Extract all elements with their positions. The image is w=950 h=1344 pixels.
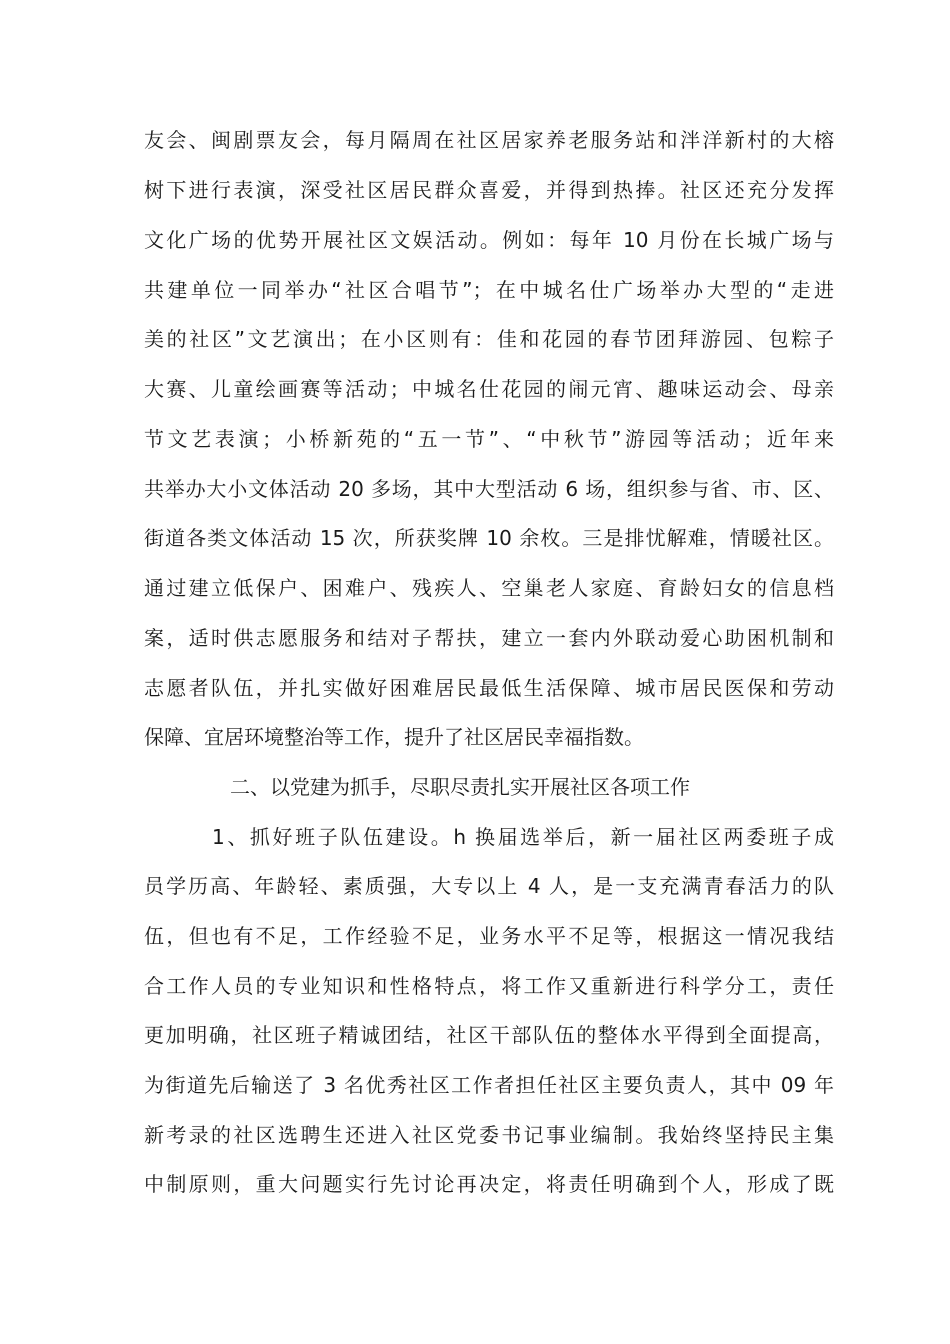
paragraph-line: 大赛、儿童绘画赛等活动；中城名仕花园的闹元宵、趣味运动会、母亲 xyxy=(144,377,834,401)
paragraph-line: 共建单位一同举办“社区合唱节”；在中城名仕广场举办大型的“走进 xyxy=(144,278,834,302)
paragraph-line: 街道各类文体活动 15 次，所获奖牌 10 余枚。三是排忧解难，情暖社区。 xyxy=(144,526,834,550)
paragraph-line: 中制原则，重大问题实行先讨论再决定，将责任明确到个人，形成了既 xyxy=(144,1172,834,1196)
paragraph-line: 伍，但也有不足，工作经验不足，业务水平不足等，根据这一情况我结 xyxy=(144,924,834,948)
paragraph-line: 保障、宜居环境整治等工作，提升了社区居民幸福指数。 xyxy=(144,725,644,749)
paragraph-line: 美的社区”文艺演出；在小区则有：佳和花园的春节团拜游园、包粽子 xyxy=(144,327,834,351)
paragraph-line: 友会、闽剧票友会，每月隔周在社区居家养老服务站和泮洋新村的大榕 xyxy=(144,128,834,152)
paragraph-line: 案，适时供志愿服务和结对子帮扶，建立一套内外联动爱心助困机制和 xyxy=(144,626,834,650)
section-heading: 二、以党建为抓手，尽职尽责扎实开展社区各项工作 xyxy=(230,775,690,799)
paragraph-line: 更加明确，社区班子精诚团结，社区干部队伍的整体水平得到全面提高， xyxy=(144,1023,834,1047)
paragraph-line: 树下进行表演，深受社区居民群众喜爱，并得到热捧。社区还充分发挥 xyxy=(144,178,834,202)
paragraph-line: 新考录的社区选聘生还进入社区党委书记事业编制。我始终坚持民主集 xyxy=(144,1123,834,1147)
paragraph-line: 共举办大小文体活动 20 多场，其中大型活动 6 场，组织参与省、市、区、 xyxy=(144,477,834,501)
paragraph-line: 文化广场的优势开展社区文娱活动。例如：每年 10 月份在长城广场与 xyxy=(144,228,834,252)
paragraph-line: 员学历高、年龄轻、素质强，大专以上 4 人，是一支充满青春活力的队 xyxy=(144,874,834,898)
paragraph-line: 通过建立低保户、困难户、残疾人、空巢老人家庭、育龄妇女的信息档 xyxy=(144,576,834,600)
paragraph-line: 合工作人员的专业知识和性格特点，将工作又重新进行科学分工，责任 xyxy=(144,974,834,998)
paragraph-line: 志愿者队伍，并扎实做好困难居民最低生活保障、城市居民医保和劳动 xyxy=(144,676,834,700)
paragraph-line: 为街道先后输送了 3 名优秀社区工作者担任社区主要负责人，其中 09 年 xyxy=(144,1073,834,1097)
paragraph-line: 1、抓好班子队伍建设。h 换届选举后，新一届社区两委班子成 xyxy=(212,825,834,849)
paragraph-line: 节文艺表演；小桥新苑的“五一节”、“中秋节”游园等活动；近年来 xyxy=(144,427,834,451)
